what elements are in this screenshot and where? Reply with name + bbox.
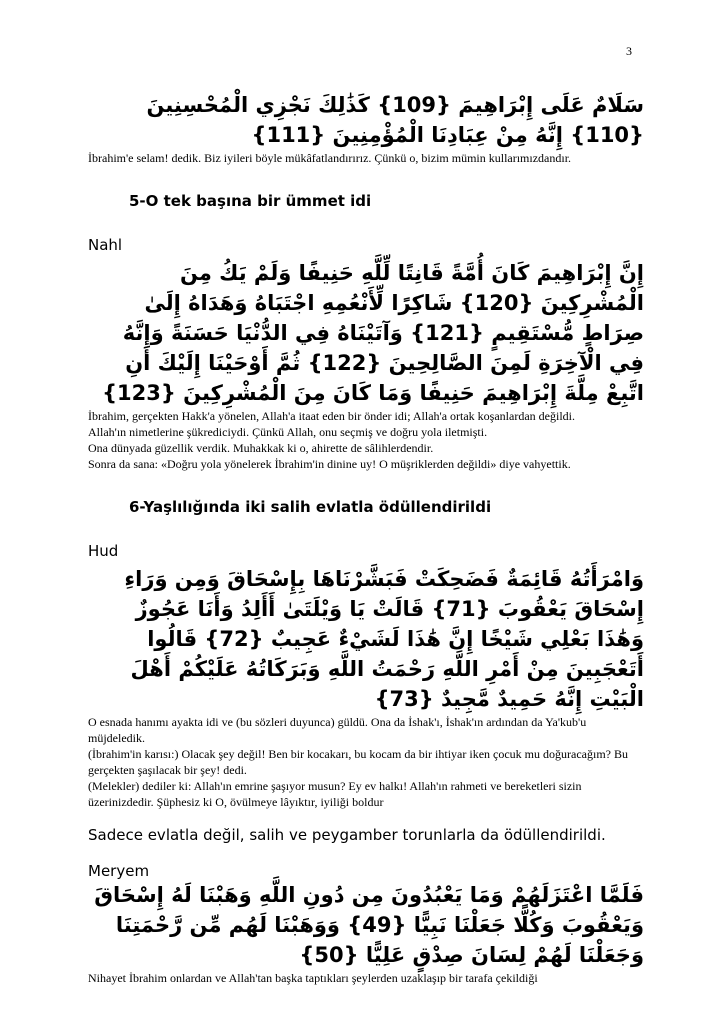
turkish-translation-hud-1: O esnada hanımı ayakta idi ve (bu sözleri duyunca) güldü. Ona da İshak'ı, İshak'ın ardından da Ya'kub'u müjdeledik. <box>88 715 587 745</box>
arabic-verses-hud: وَامْرَأَتُهُ قَائِمَةٌ فَضَحِكَتْ فَبَشَّرْنَاهَا بِإِسْحَاقَ وَمِن وَرَاءِ إِسْحَاقَ يَعْقُوبَ {71} قَالَتْ يَا وَيْلَتَىٰ أَأَلِدُ وَأَنَا عَجُوزٌ وَهَٰذَا بَعْلِي شَيْخًا إِنَّ هَٰذَا لَشَيْءٌ عَجِيبٌ {72} قَالُوا أَتَعْجَبِينَ مِنْ أَمْرِ اللَّهِ رَحْمَتُ اللَّهِ وَبَرَكَاتُهُ عَلَيْكُمْ أَهْلَ الْبَيْتِ إِنَّهُ حَمِيدٌ مَّجِيدٌ {73} <box>124 567 644 711</box>
arabic-verses-meryem: فَلَمَّا اعْتَزَلَهُمْ وَمَا يَعْبُدُونَ مِن دُونِ اللَّهِ وَهَبْنَا لَهُ إِسْحَاقَ وَيَعْقُوبَ وَكُلًّا جَعَلْنَا نَبِيًّا {49} وَوَهَبْنَا لَهُم مِّن رَّحْمَتِنَا وَجَعَلْنَا لَهُمْ لِسَانَ صِدْقٍ عَلِيًّا {50} <box>94 883 644 967</box>
turkish-translation-nahl-3: Ona dünyada güzellik verdik. Muhakkak ki o, ahirette de sâlihlerdendir. <box>88 441 434 455</box>
arabic-verses-saffat: سَلَامٌ عَلَى إِبْرَاهِيمَ {109} كَذَٰلِكَ نَجْزِي الْمُحْسِنِينَ {110} إِنَّهُ مِنْ عِبَادِنَا الْمُؤْمِنِينَ {111} <box>146 93 644 147</box>
sura-name-meryem: Meryem <box>88 862 150 880</box>
turkish-translation-nahl-4: Sonra da sana: «Doğru yola yönelerek İbrahim'in dinine uy! O müşriklerden değildi» diye vahyettik. <box>88 457 571 471</box>
turkish-translation-saffat: İbrahim'e selam! dedik. Biz iyileri böyle mükâfatlandırırız. Çünkü o, bizim mümin kullarımızdandır. <box>88 151 572 165</box>
body-paragraph: Sadece evlatla değil, salih ve peygamber torunlarla da ödüllendirildi. <box>88 826 606 844</box>
turkish-translation-nahl-1: İbrahim, gerçekten Hakk'a yönelen, Allah'a itaat eden bir önder idi; Allah'a ortak koşanlardan değildi. <box>88 409 575 423</box>
sura-name-nahl: Nahl <box>88 236 123 254</box>
page-content <box>88 90 644 986</box>
turkish-translation-hud-2: (İbrahim'in karısı:) Olacak şey değil! Ben bir kocakarı, bu kocam da bir ihtiyar iken çocuk mu doğuracağım? Bu gerçekten şaşılacak bir şey! dedi. <box>88 747 628 777</box>
sura-name-hud: Hud <box>88 542 119 560</box>
arabic-verses-nahl: إِنَّ إِبْرَاهِيمَ كَانَ أُمَّةً قَانِتًا لِّلَّهِ حَنِيفًا وَلَمْ يَكُ مِنَ الْمُشْرِكِينَ {120} شَاكِرًا لِّأَنْعُمِهِ اجْتَبَاهُ وَهَدَاهُ إِلَىٰ صِرَاطٍ مُّسْتَقِيمٍ {121} وَآتَيْنَاهُ فِي الدُّنْيَا حَسَنَةً وَإِنَّهُ فِي الْآخِرَةِ لَمِنَ الصَّالِحِينَ {122} ثُمَّ أَوْحَيْنَا إِلَيْكَ أَنِ اتَّبِعْ مِلَّةَ إِبْرَاهِيمَ حَنِيفًا وَمَا كَانَ مِنَ الْمُشْرِكِينَ {123} <box>102 261 644 405</box>
section-heading-5: 5-O tek başına bir ümmet idi <box>129 192 372 210</box>
section-heading-6: 6-Yaşlılığında iki salih evlatla ödüllendirildi <box>129 498 492 516</box>
turkish-translation-meryem: Nihayet İbrahim onlardan ve Allah'tan başka taptıkları şeylerden uzaklaşıp bir tarafa çekildiği <box>88 971 538 985</box>
turkish-translation-nahl-2: Allah'ın nimetlerine şükrediciydi. Çünkü Allah, onu seçmiş ve doğru yola iletmişti. <box>88 425 488 439</box>
page-number: 3 <box>626 44 632 58</box>
turkish-translation-hud-3: (Melekler) dediler ki: Allah'ın emrine şaşıyor musun? Ey ev halkı! Allah'ın rahmeti ve bereketleri sizin üzerinizdedir. Şüphesiz ki O, övülmeye lâyıktır, iyiliği boldur <box>88 779 582 809</box>
